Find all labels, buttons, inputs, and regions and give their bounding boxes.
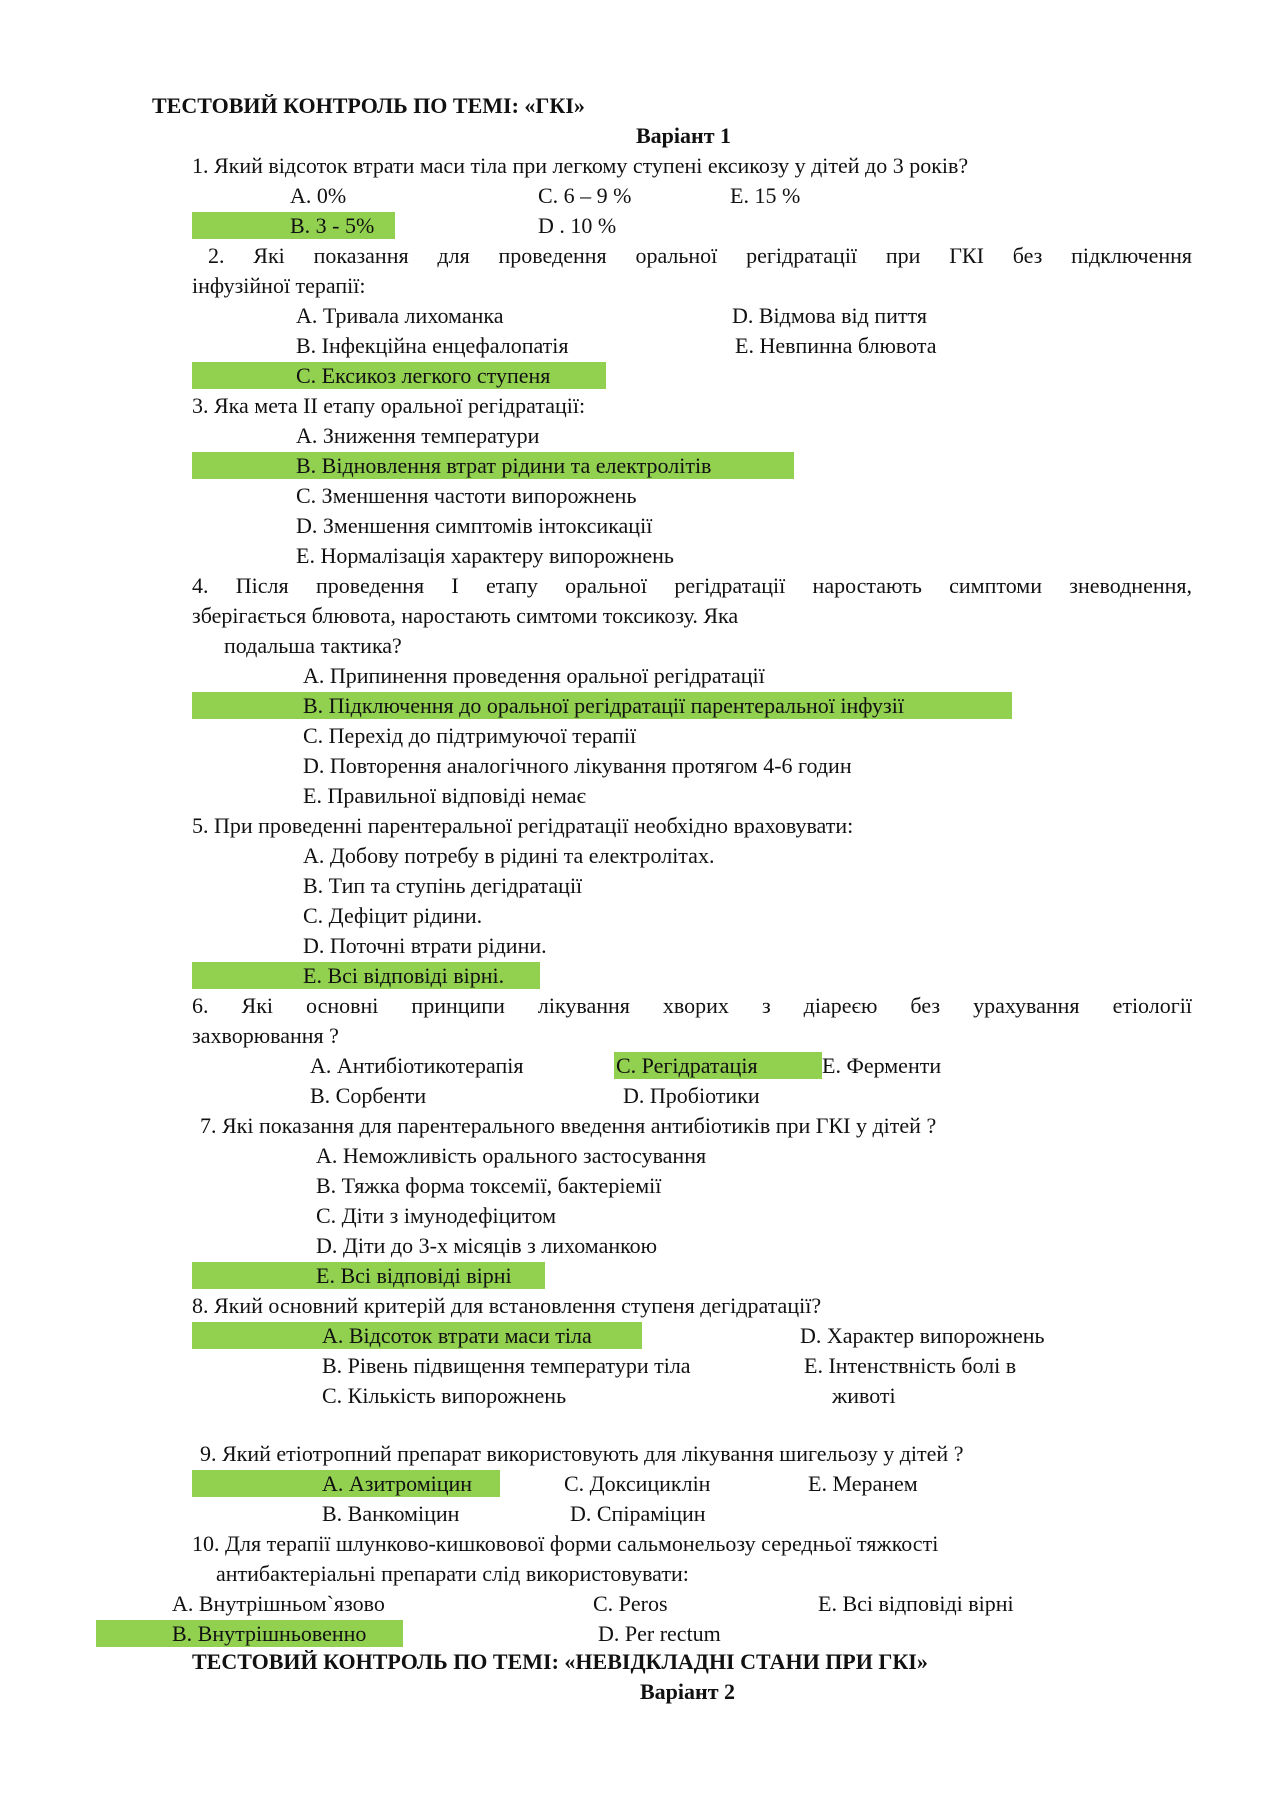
q10-option-e: E. Всі відповіді вірні bbox=[818, 1591, 1014, 1616]
question-4-cont: подальша тактика? bbox=[224, 633, 402, 658]
question-4-cont: зберігається блювота, наростають симтоми токсикозу. Яка bbox=[192, 603, 739, 628]
q5-option-e: E. Всі відповіді вірні. bbox=[303, 963, 505, 988]
q8-option-b: B. Рівень підвищення температури тіла bbox=[322, 1353, 691, 1378]
q3-option-a: A. Зниження температури bbox=[296, 423, 540, 448]
q6-option-a: A. Антибіотикотерапія bbox=[310, 1053, 524, 1078]
q1-option-a: A. 0% bbox=[290, 183, 347, 208]
question-6: 6. Які основні принципи лікування хворих з діареєю без урахування етіології bbox=[192, 993, 1192, 1018]
q4-option-a: A. Припинення проведення оральної регідратації bbox=[303, 663, 765, 688]
question-7: 7. Які показання для парентерального введення антибіотиків при ГКІ у дітей ? bbox=[200, 1113, 937, 1138]
q4-option-c: C. Перехід до підтримуючої терапії bbox=[303, 723, 637, 748]
question-6-cont: захворювання ? bbox=[192, 1023, 339, 1048]
q8-option-e-cont: животі bbox=[832, 1383, 896, 1408]
q7-option-b: B. Тяжка форма токсемії, бактеріемії bbox=[316, 1173, 662, 1198]
q1-option-c: C. 6 – 9 % bbox=[538, 183, 632, 208]
q5-option-b: B. Тип та ступінь дегідратації bbox=[303, 873, 583, 898]
q6-option-c: C. Регідратація bbox=[616, 1053, 758, 1078]
q2-option-c: C. Ексикоз легкого ступеня bbox=[296, 363, 551, 388]
q8-option-e: E. Інтенствність болі в bbox=[804, 1353, 1017, 1378]
q7-option-c: C. Діти з імунодефіцитом bbox=[316, 1203, 557, 1228]
q1-option-d: D . 10 % bbox=[538, 213, 617, 238]
page-title: ТЕСТОВИЙ КОНТРОЛЬ ПО ТЕМІ: «ГКІ» bbox=[152, 93, 585, 118]
q8-option-d: D. Характер випорожнень bbox=[800, 1323, 1045, 1348]
q7-option-a: A. Неможливість орального застосування bbox=[316, 1143, 707, 1168]
q5-option-d: D. Поточні втрати рідини. bbox=[303, 933, 547, 958]
question-3: 3. Яка мета ІІ етапу оральної регідратації: bbox=[192, 393, 586, 418]
q2-option-b: B. Інфекційна енцефалопатія bbox=[296, 333, 569, 358]
q4-option-d: D. Повторення аналогічного лікування протягом 4-6 годин bbox=[303, 753, 852, 778]
q10-option-a: A. Внутрішньом`язово bbox=[172, 1591, 385, 1616]
question-2-cont: інфузійної терапії: bbox=[192, 273, 366, 298]
q2-option-a: A. Тривала лихоманка bbox=[296, 303, 504, 328]
question-1: 1. Який відсоток втрати маси тіла при легкому ступені ексикозу у дітей до 3 років? bbox=[192, 153, 969, 178]
q9-option-c: C. Доксициклін bbox=[564, 1471, 711, 1496]
q10-option-c: C. Peros bbox=[593, 1591, 668, 1616]
q4-option-b: B. Підключення до оральної регідратації парентеральної інфузії bbox=[303, 693, 904, 718]
q2-option-d: D. Відмова від пиття bbox=[732, 303, 927, 328]
question-2: 2. Які показання для проведення оральної регідратації при ГКІ без підключення bbox=[208, 243, 1192, 268]
q4-option-e: E. Правильної відповіді немає bbox=[303, 783, 586, 808]
q8-option-c: C. Кількість випорожнень bbox=[322, 1383, 567, 1408]
q3-option-c: C. Зменшення частоти випорожнень bbox=[296, 483, 637, 508]
q1-option-b: B. 3 - 5% bbox=[290, 213, 375, 238]
q9-option-a: A. Азитроміцин bbox=[322, 1471, 473, 1496]
q9-option-d: D. Спіраміцин bbox=[570, 1501, 706, 1526]
question-9: 9. Який етіотропний препарат використовують для лікування шигельозу у дітей ? bbox=[200, 1441, 964, 1466]
q9-option-e: E. Меранем bbox=[808, 1471, 918, 1496]
q6-option-b: B. Сорбенти bbox=[310, 1083, 427, 1108]
q3-option-b: B. Відновлення втрат рідини та електролітів bbox=[296, 453, 712, 478]
q10-option-b: B. Внутрішньовенно bbox=[172, 1621, 367, 1646]
question-10: 10. Для терапії шлунково-кишковової форми сальмонельозу середньої тяжкості bbox=[192, 1531, 939, 1556]
q3-option-e: E. Нормалізація характеру випорожнень bbox=[296, 543, 674, 568]
q9-option-b: B. Ванкоміцин bbox=[322, 1501, 460, 1526]
variant-heading: Варіант 2 bbox=[640, 1679, 736, 1704]
question-4: 4. Після проведення І етапу оральної регідратації наростають симптоми зневоднення, bbox=[192, 573, 1192, 598]
q5-option-c: C. Дефіцит рідини. bbox=[303, 903, 483, 928]
q1-option-e: E. 15 % bbox=[730, 183, 801, 208]
q6-option-d: D. Пробіотики bbox=[623, 1083, 760, 1108]
q5-option-a: A. Добову потребу в рідині та електролітах. bbox=[303, 843, 715, 868]
q10-option-d: D. Per rectum bbox=[598, 1621, 721, 1646]
q7-option-e: E. Всі відповіді вірні bbox=[316, 1263, 512, 1288]
q3-option-d: D. Зменшення симптомів інтоксикації bbox=[296, 513, 653, 538]
question-5: 5. При проведенні парентеральної регідратації необхідно враховувати: bbox=[192, 813, 854, 838]
q2-option-e: E. Невпинна блювота bbox=[735, 333, 937, 358]
variant-heading: Варіант 1 bbox=[636, 123, 732, 148]
q7-option-d: D. Діти до 3-х місяців з лихоманкою bbox=[316, 1233, 658, 1258]
section-title: ТЕСТОВИЙ КОНТРОЛЬ ПО ТЕМІ: «НЕВІДКЛАДНІ СТАНИ ПРИ ГКІ» bbox=[192, 1649, 928, 1674]
q8-option-a: A. Відсоток втрати маси тіла bbox=[322, 1323, 592, 1348]
question-10-cont: антибактеріальні препарати слід використовувати: bbox=[216, 1561, 689, 1586]
question-8: 8. Який основний критерій для встановлення ступеня дегідратації? bbox=[192, 1293, 822, 1318]
q6-option-e: E. Ферменти bbox=[822, 1053, 942, 1078]
